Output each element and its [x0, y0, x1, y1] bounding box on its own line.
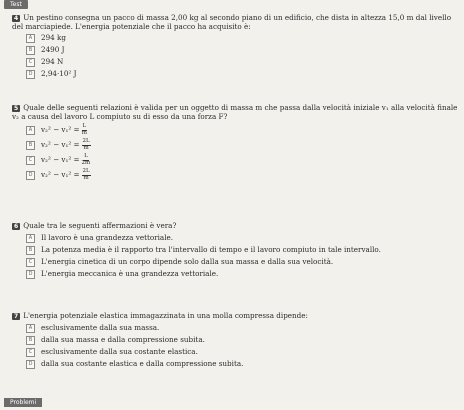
- checkbox[interactable]: C: [26, 58, 35, 67]
- option-text: esclusivamente dalla sua massa.: [41, 322, 160, 332]
- question-text: Un pestino consegna un pacco di massa 2,00 kg al secondo piano di un edificio, che dista in altezza 15,0 m dal livello del marciapiede. L'energia potenziale che il pacco ha acquisito è:: [12, 13, 452, 31]
- fraction: [82, 124, 88, 136]
- option-a[interactable]: [26, 324, 458, 333]
- checkbox[interactable]: D: [26, 171, 35, 180]
- fraction-denominator: m: [83, 144, 89, 151]
- option-a[interactable]: [26, 234, 458, 243]
- option-text: dalla sua massa e dalla compressione subita.: [41, 334, 205, 344]
- option-text: dalla sua costante elastica e dalla compressione subita.: [41, 358, 244, 368]
- formula-lhs: v₂² − v₁² =: [41, 169, 80, 179]
- option-text: 294 kg: [41, 33, 66, 43]
- checkbox[interactable]: D: [26, 360, 35, 369]
- question-number: 7: [14, 313, 19, 320]
- footer-tab: Problemi: [4, 398, 42, 407]
- question-text: Quale tra le seguenti affermazioni è vera?: [23, 221, 177, 230]
- checkbox[interactable]: A: [26, 324, 35, 333]
- option-text: 2,94·10² J: [41, 69, 77, 79]
- option-d[interactable]: [26, 169, 458, 181]
- option-c[interactable]: [26, 154, 458, 166]
- fraction: [82, 139, 91, 151]
- checkbox[interactable]: B: [26, 46, 35, 55]
- checkbox[interactable]: B: [26, 246, 35, 255]
- question-6: [12, 222, 458, 279]
- checkbox[interactable]: B: [26, 336, 35, 345]
- option-text: Il lavoro è una grandezza vettoriale.: [41, 232, 174, 242]
- fraction-denominator: 2m: [81, 159, 91, 166]
- option-b[interactable]: [26, 336, 458, 345]
- option-text: esclusivamente dalla sua costante elastica.: [41, 346, 198, 356]
- option-a[interactable]: [26, 34, 458, 43]
- checkbox[interactable]: B: [26, 141, 35, 150]
- option-text: L'energia cinetica di un corpo dipende solo dalla sua massa e dalla sua velocità.: [41, 256, 334, 266]
- checkbox[interactable]: C: [26, 348, 35, 357]
- formula-lhs: v₂² − v₁² =: [41, 154, 80, 164]
- checkbox[interactable]: C: [26, 258, 35, 267]
- formula-lhs: v₂² − v₁² =: [41, 124, 80, 134]
- option-text: 2490 J: [41, 45, 65, 55]
- checkbox[interactable]: A: [26, 34, 35, 43]
- formula-lhs: v₂² − v₁² =: [41, 139, 80, 149]
- checkbox[interactable]: A: [26, 126, 35, 135]
- option-text: La potenza media è il rapporto tra l'intervallo di tempo e il lavoro compiuto in tale intervallo.: [41, 244, 381, 254]
- question-number: 6: [14, 223, 19, 230]
- option-d[interactable]: [26, 360, 458, 369]
- fraction-numerator: 2L: [82, 168, 90, 175]
- fraction-numerator: L: [82, 123, 87, 130]
- option-c[interactable]: [26, 348, 458, 357]
- option-a[interactable]: [26, 124, 458, 136]
- question-stem: [12, 312, 458, 321]
- option-c[interactable]: [26, 258, 458, 267]
- fraction: [82, 169, 91, 181]
- fraction: [82, 154, 91, 166]
- option-text: L'energia meccanica è una grandezza vettoriale.: [41, 268, 219, 278]
- option-b[interactable]: [26, 139, 458, 151]
- fraction-numerator: 2L: [82, 138, 90, 145]
- question-number: 5: [14, 105, 19, 112]
- question-stem: [12, 222, 458, 231]
- checkbox[interactable]: A: [26, 234, 35, 243]
- question-5: [12, 104, 458, 181]
- fraction-denominator: m: [81, 129, 87, 136]
- question-4: [12, 14, 458, 79]
- option-text: 294 N: [41, 57, 64, 67]
- option-d[interactable]: [26, 270, 458, 279]
- option-b[interactable]: [26, 46, 458, 55]
- question-stem: [12, 14, 458, 31]
- question-text: Quale delle seguenti relazioni è valida per un oggetto di massa m che passa dalla velocità iniziale v₁ alla velocità finale v₂ a causa del lavoro L compiuto su di esso da una forza F?: [12, 103, 458, 121]
- question-number: 4: [14, 15, 19, 22]
- checkbox[interactable]: C: [26, 156, 35, 165]
- checkbox[interactable]: D: [26, 270, 35, 279]
- option-b[interactable]: [26, 246, 458, 255]
- fraction-numerator: L: [84, 153, 88, 160]
- question-stem: [12, 104, 458, 121]
- checkbox[interactable]: D: [26, 70, 35, 79]
- option-d[interactable]: [26, 70, 458, 79]
- header-tab: Test: [4, 0, 28, 9]
- question-7: [12, 312, 458, 369]
- fraction-denominator: m: [83, 174, 89, 181]
- option-c[interactable]: [26, 58, 458, 67]
- question-text: L'energia potenziale elastica immagazzinata in una molla compressa dipende:: [23, 311, 308, 320]
